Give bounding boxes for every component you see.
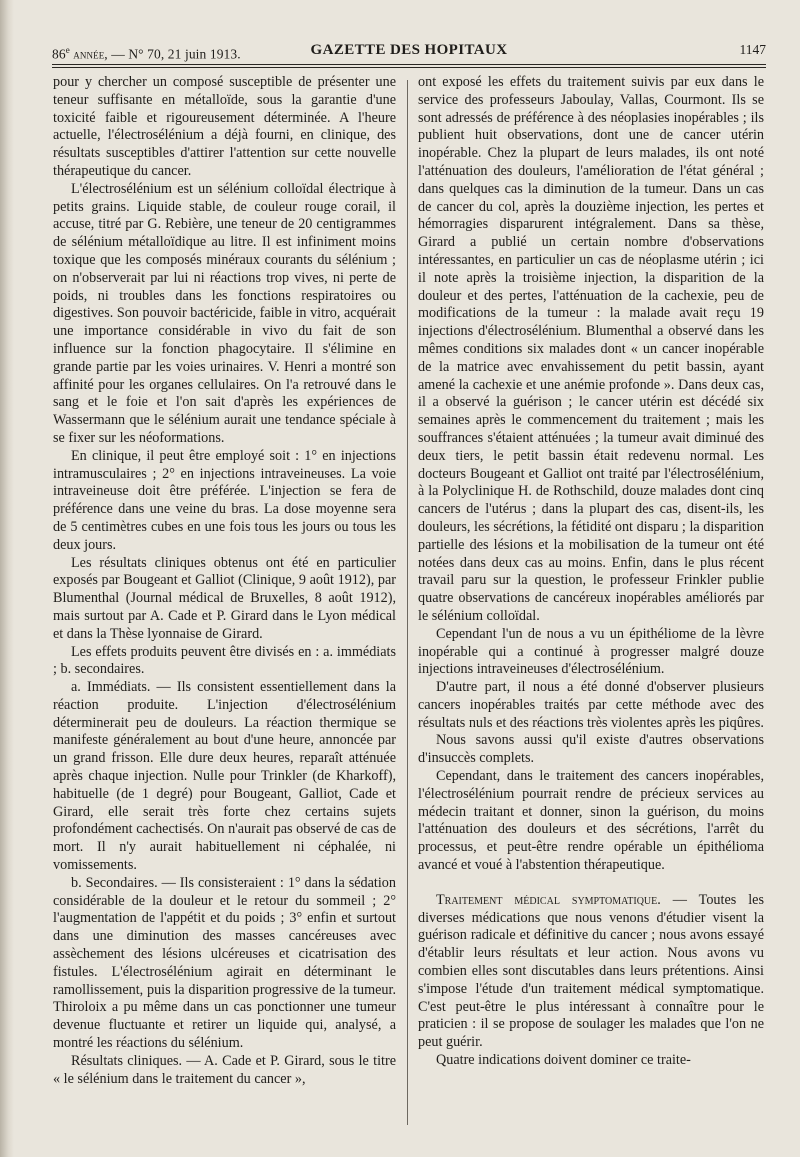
running-header — [52, 38, 766, 62]
column-divider — [407, 80, 408, 1125]
journal-title: GAZETTE DES HOPITAUX — [310, 42, 508, 58]
left-column — [53, 74, 396, 1088]
paragraph: Résultats cliniques. — A. Cade et P. Girard, sous le titre « le sélénium dans le traitement du cancer », — [53, 1052, 396, 1087]
section-paragraph: Traitement médical symptomatique. — Toutes les diverses médications que nous venons d'étudier visent la guérison radicale et définitive du cancer ; nous avons essayé d'établir leurs résultats et leur action. Nous avons vu combien elles sont discutables dans leurs prétentions. Ainsi s'impose l'étude d'un traitement médical symptomatique. C'est peut-être le plus intéressant à connaître pour le praticien : il se propose de soulager les malades que l'on ne peut guérir. — [418, 891, 764, 1051]
paragraph: Cependant l'un de nous a vu un épithéliome de la lèvre inopérable qui a continué à progresser malgré douze injections intraveineuses d'électrosélénium. — [418, 625, 764, 678]
paragraph: b. Secondaires. — Ils consisteraient : 1° dans la sédation considérable de la douleur et le retour du sommeil ; 2° l'augmentation de l'appétit et du poids ; 3° enfin et surtout dans une diminution des masses cancéreuses avec assèchement des lésions ulcéreuses et cicatrisation des fistules. L'électrosélénium agirait en déterminant le ramollissement, puis la disparition progressive de la tumeur. Thiroloix a pu même dans un cas ponctionner une tumeur devenue fluctuante et retirer un liquide qui, analysé, a montré les réactions du sélénium. — [53, 874, 396, 1052]
paragraph: Nous savons aussi qu'il existe d'autres observations d'insuccès complets. — [418, 732, 764, 767]
paragraph: pour y chercher un composé susceptible de présenter une teneur suffisante en métalloïde, sous la garantie d'une toxicité faible et rigoureusement déterminée. A l'heure actuelle, l'électrosélénium a déjà fourni, en clinique, des résultats susceptibles d'attirer l'attention sur cette nouvelle thérapeutique du cancer. — [53, 74, 396, 179]
paragraph: Quatre indications doivent dominer ce traite- — [436, 1052, 691, 1069]
paragraph: ont exposé les effets du traitement suivis par eux dans le service des professeurs Jaboulay, Vallas, Courmont. Ils se sont adressés de préférence à des néoplasies inopérables ; ils publient huit observations, dont une de cancer utérin inopérable. Chez la plupart de leurs malades, ils ont noté l'atténuation des douleurs, l'amélioration de l'état général ; dans quelques cas la diminution de la tumeur. Dans un cas de cancer du col, après la douzième injection, les pertes et hémorragies disparurent intégralement. Dans sa thèse, Girard a publié un certain nombre d'observations intéressantes, en particulier un cas de néoplasme utérin ; ici il note après la troisième injection, la disparition de la douleur et des pertes, l'atténuation de la cachexie, peu de modifications de la tumeur : la malade avait reçu 19 injections d'électrosélénium. Blumenthal a observé dans les mêmes conditions six malades dont « un cancer inopérable de la matrice avec envahissement du petit bassin, ayant amené la cachexie et une anémie profonde ». Dans deux cas, il a observé la guérison ; le cancer utérin est décédé six semaines après le commencement du traitement ; mais les souffrances s'étaient atténuées ; la tumeur avait diminué des deux tiers, le petit bassin était redevenu normal. Les docteurs Bougeant et Galliot ont traité par l'électrosélénium, à la Polyclinique H. de Rothschild, douze malades dont cinq cancers de l'utérus ; dans la plupart des cas, disent-ils, les douleurs, les sécrétions, la fétidité ont disparu ; la disparition partielle des lésions et la mobilisation de la tumeur ont été notées dans deux cas au moins. Enfin, dans le plus récent travail paru sur la question, le professeur Frinkler publie quatre observations de cancéreux inopérables améliorés par le sélénium colloïdal. — [418, 74, 764, 624]
paragraph: Les effets produits peuvent être divisés en : a. immédiats ; b. secondaires. — [53, 643, 396, 678]
paragraph: En clinique, il peut être employé soit : 1° en injections intramusculaires ; 2° en injections intraveineuses. La voie intraveineuse doit être préférée. L'injection se fera de préférence dans une veine du bras. La dose moyenne sera de 5 centimètres cubes en une fois tous les jours ou tous les deux jours. — [53, 447, 396, 553]
paragraph: Cependant, dans le traitement des cancers inopérables, l'électrosélénium pourrait rendre de précieux services au médecin traitant et donner, sinon la guérison, du moins l'atténuation des douleurs et des sécrétions, l'arrêt du processus, et peut-être rendre opérable un épithélioma avancé et voué à l'abstention thérapeutique. — [418, 768, 764, 874]
paragraph: Les résultats cliniques obtenus ont été en particulier exposés par Bougeant et Galliot (Clinique, 9 août 1912), par Blumenthal (Journal médical de Bruxelles, 8 août 1912), mais surtout par A. Cade et P. Girard dans le Lyon médical et dans la Thèse lyonnaise de Girard. — [53, 554, 396, 642]
header-rule — [52, 64, 766, 68]
paragraph: a. Immédiats. — Ils consistent essentiellement dans la réaction produite. L'injection d'électrosélénium déterminerait peu de douleurs. La réaction thermique se manifeste généralement au bout d'une heure, annoncée par un grand frisson. Elle dure deux heures, reparaît atténuée après chaque injection. Nulle pour Trinkler (de Kharkoff), habituelle (de 1 degré) pour Bougeant, Galliot, Cade et Girard, elle serait très forte chez certains sujets profondément cachectisés. On n'aurait pas observé de cas de mort. Il n'y aurait habituellement ni céphalée, ni vomissements. — [53, 679, 396, 874]
paragraph: L'électrosélénium est un sélénium colloïdal électrique à petits grains. Liquide stable, de couleur rouge corail, il accuse, titré par G. Rebière, une teneur de 20 centigrammes de sélénium métalloïdique au litre. Il est infiniment moins toxique que les composés minéraux courants du sélénium ; on n'observerait par lui ni réactions trop vives, ni perte de poids, ni troubles dans les fonctions respiratoires ou digestives. Son pouvoir bactéricide, faible in vitro, acquérait une importance considérable in vivo du fait de son influence sur la fonction phagocytaire. Il s'élimine en grande partie par les voies urinaires. V. Henri a montré son affinité pour les organes cellulaires. On l'a retrouvé dans le sang et le foie et l'on sait d'après les expériences de Wassermann que le sélénium aurait une tendance spéciale à se fixer sur les néoformations. — [53, 180, 396, 446]
issue-info: 86e année, — N° 70, 21 juin 1913. — [52, 45, 241, 62]
section-heading: Traitement médical symptomatique. — [436, 891, 661, 908]
page-number: 1147 — [739, 42, 766, 57]
paragraph: D'autre part, il nous a été donné d'observer plusieurs cancers inopérables traités par cette méthode avec des résultats nuls et des réactions très violentes après les piqûres. — [418, 679, 764, 731]
right-column — [418, 74, 764, 1070]
